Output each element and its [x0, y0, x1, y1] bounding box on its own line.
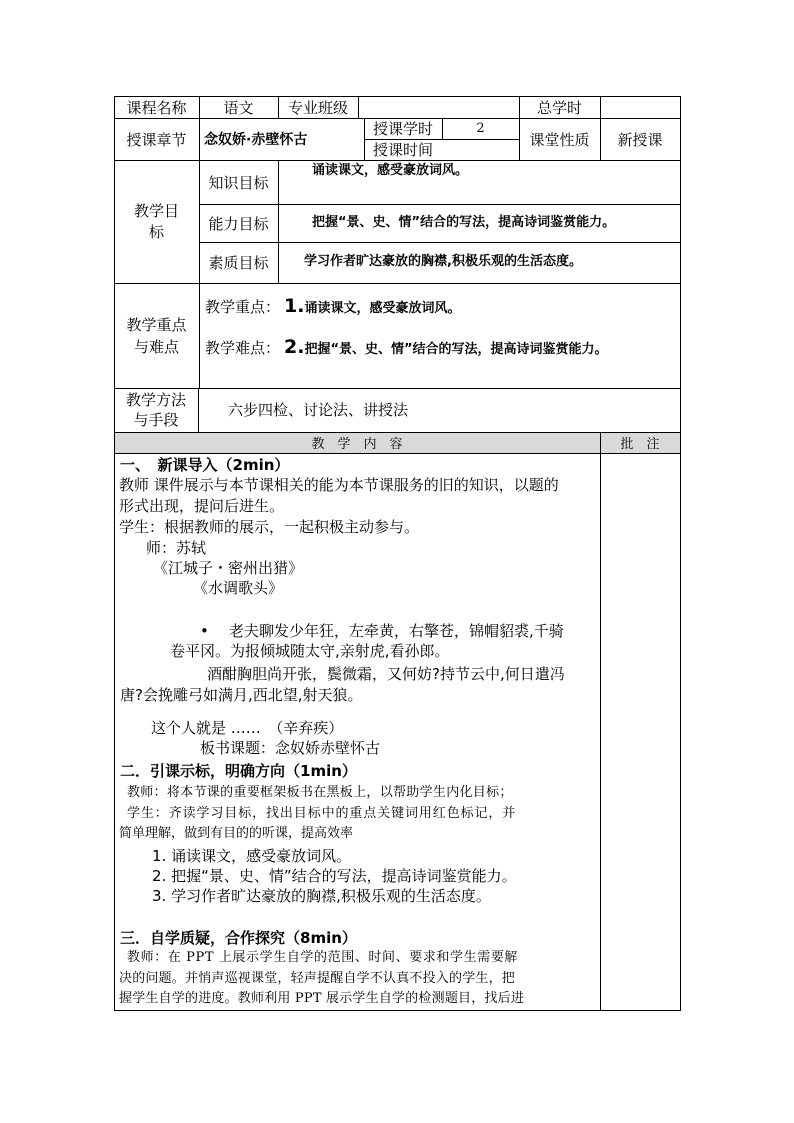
section-1-paragraph: 形式出现，提问后进生。 [119, 497, 285, 515]
section-1-poem-title: 《江城子・密州出猎》 [153, 559, 304, 577]
difficult-point-label: 教学难点： [205, 339, 281, 357]
difficult-point-text: 把握“景、史、情”结合的写法，提高诗词鉴赏能力。 [304, 342, 608, 357]
goal-label-knowledge: 知识目标 [208, 173, 269, 192]
total-hours-label: 总学时 [536, 98, 582, 117]
chapter-label: 授课章节 [126, 130, 187, 149]
time-label: 授课时间 [372, 141, 433, 159]
section-1-answer: 这个人就是 …… （辛弃疾） [151, 719, 344, 737]
goals-label-line2: 标 [148, 222, 164, 241]
key-point-text: 诵读课文，感受豪放词风。 [304, 301, 461, 316]
section-2-teacher: 教师：将本节课的重要框架板书在黑板上，以帮助学生内化目标； [127, 785, 513, 800]
table-border [680, 96, 681, 1011]
table-border [114, 388, 681, 389]
poem-verse: 卷平冈。为报倾城随太守,亲射虎,看孙郎。 [170, 642, 450, 660]
table-border [198, 388, 199, 432]
total-hours-value [600, 96, 680, 118]
section-1-paragraph: 学生：根据教师的展示，一起积极主动参与。 [119, 518, 420, 536]
section-1-paragraph: 教师 课件展示与本节课相关的能为本节课服务的旧的知识，以题的 [119, 476, 559, 494]
section-2-title: 二．引课示标，明确方向（1min） [120, 762, 357, 780]
section-3-title: 三．自学质疑，合作探究（8min） [120, 929, 357, 947]
section-2-student: 简单理解，做到有目的的听课，提高效率 [119, 826, 354, 841]
section-1-teacher: 师：苏轼 [146, 539, 207, 557]
table-border [114, 1010, 681, 1011]
nature-label: 课堂性质 [529, 130, 590, 149]
keypoints-label-line1: 教学重点 [126, 315, 187, 334]
section-1-board: 板书课题：念奴娇赤壁怀古 [200, 739, 381, 757]
goal-text-ability: 把握“景、史、情”结合的写法，提高诗词鉴赏能力。 [312, 215, 616, 230]
difficult-point-number: 2. [284, 336, 305, 358]
keypoints-label [114, 283, 199, 388]
class-value [358, 96, 519, 118]
section-1-title: 一、 新课导入（2min） [120, 456, 290, 474]
poem-verse: 老夫聊发少年狂，左牵黄，右擎苍，锦帽貂裘,千骑 [229, 622, 564, 640]
hours-value: 2 [476, 121, 485, 136]
class-label: 专业班级 [287, 98, 348, 117]
course-name-value: 语文 [223, 98, 254, 117]
table-border [114, 453, 681, 454]
nature-value: 新授课 [617, 130, 663, 149]
goals-label-line1: 教学目 [133, 201, 179, 220]
section-2-student: 学生：齐读学习目标，找出目标中的重点关键词用红色标记，并 [127, 806, 517, 821]
section-3-paragraph: 教师：在 PPT 上展示学生自学的范围、时间、要求和学生需要解 [127, 950, 519, 965]
methods-label-line2: 与手段 [133, 411, 179, 429]
methods-text: 六步四检、讨论法、讲授法 [228, 401, 409, 419]
table-border [600, 432, 601, 1011]
methods-label [114, 388, 198, 432]
notes-header-title: 批 注 [620, 437, 660, 452]
goal-label-ability: 能力目标 [208, 214, 269, 233]
section-2-goal: 2. 把握“景、史、情”结合的写法，提高诗词鉴赏能力。 [152, 867, 517, 885]
section-1-poem-title: 《水调歌头》 [193, 579, 284, 597]
goal-text-quality: 学习作者旷达豪放的胸襟,积极乐观的生活态度。 [304, 254, 582, 269]
hours-label: 授课学时 [372, 120, 433, 138]
table-border [278, 160, 279, 283]
keypoints-label-line2: 与难点 [133, 337, 179, 356]
time-value [442, 139, 519, 160]
poem-verse: 唐?会挽雕弓如满月,西北望,射天狼。 [120, 686, 363, 704]
bullet-icon: • [200, 622, 209, 640]
difficult-point-row [205, 335, 608, 362]
poem-verse: 酒酣胸胆尚开张，鬓微霜，又何妨?持节云中,何日遣冯 [207, 665, 565, 683]
key-point-label: 教学重点： [205, 298, 281, 316]
key-point-number: 1. [284, 295, 305, 317]
section-2-goal: 3. 学习作者旷达豪放的胸襟,积极乐观的生活态度。 [152, 887, 491, 905]
course-name-label: 课程名称 [126, 98, 187, 117]
chapter-value: 念奴娇·赤壁怀古 [204, 132, 308, 148]
section-3-paragraph: 握学生自学的进度。教师利用 PPT 展示学生自学的检测题目，找后进 [119, 991, 525, 1006]
methods-label-line1: 教学方法 [125, 391, 186, 409]
key-point-row [205, 294, 460, 321]
content-header-title: 教 学 内 容 [311, 437, 403, 452]
section-2-goal: 1. 诵读课文，感受豪放词风。 [152, 847, 352, 865]
goal-text-knowledge: 诵读课文，感受豪放词风。 [312, 163, 469, 178]
section-3-paragraph: 决的问题。并悄声巡视课堂，轻声提醒自学不认真不投入的学生，把 [119, 971, 516, 986]
goal-label-quality: 素质目标 [208, 254, 269, 272]
goals-label [114, 160, 199, 283]
